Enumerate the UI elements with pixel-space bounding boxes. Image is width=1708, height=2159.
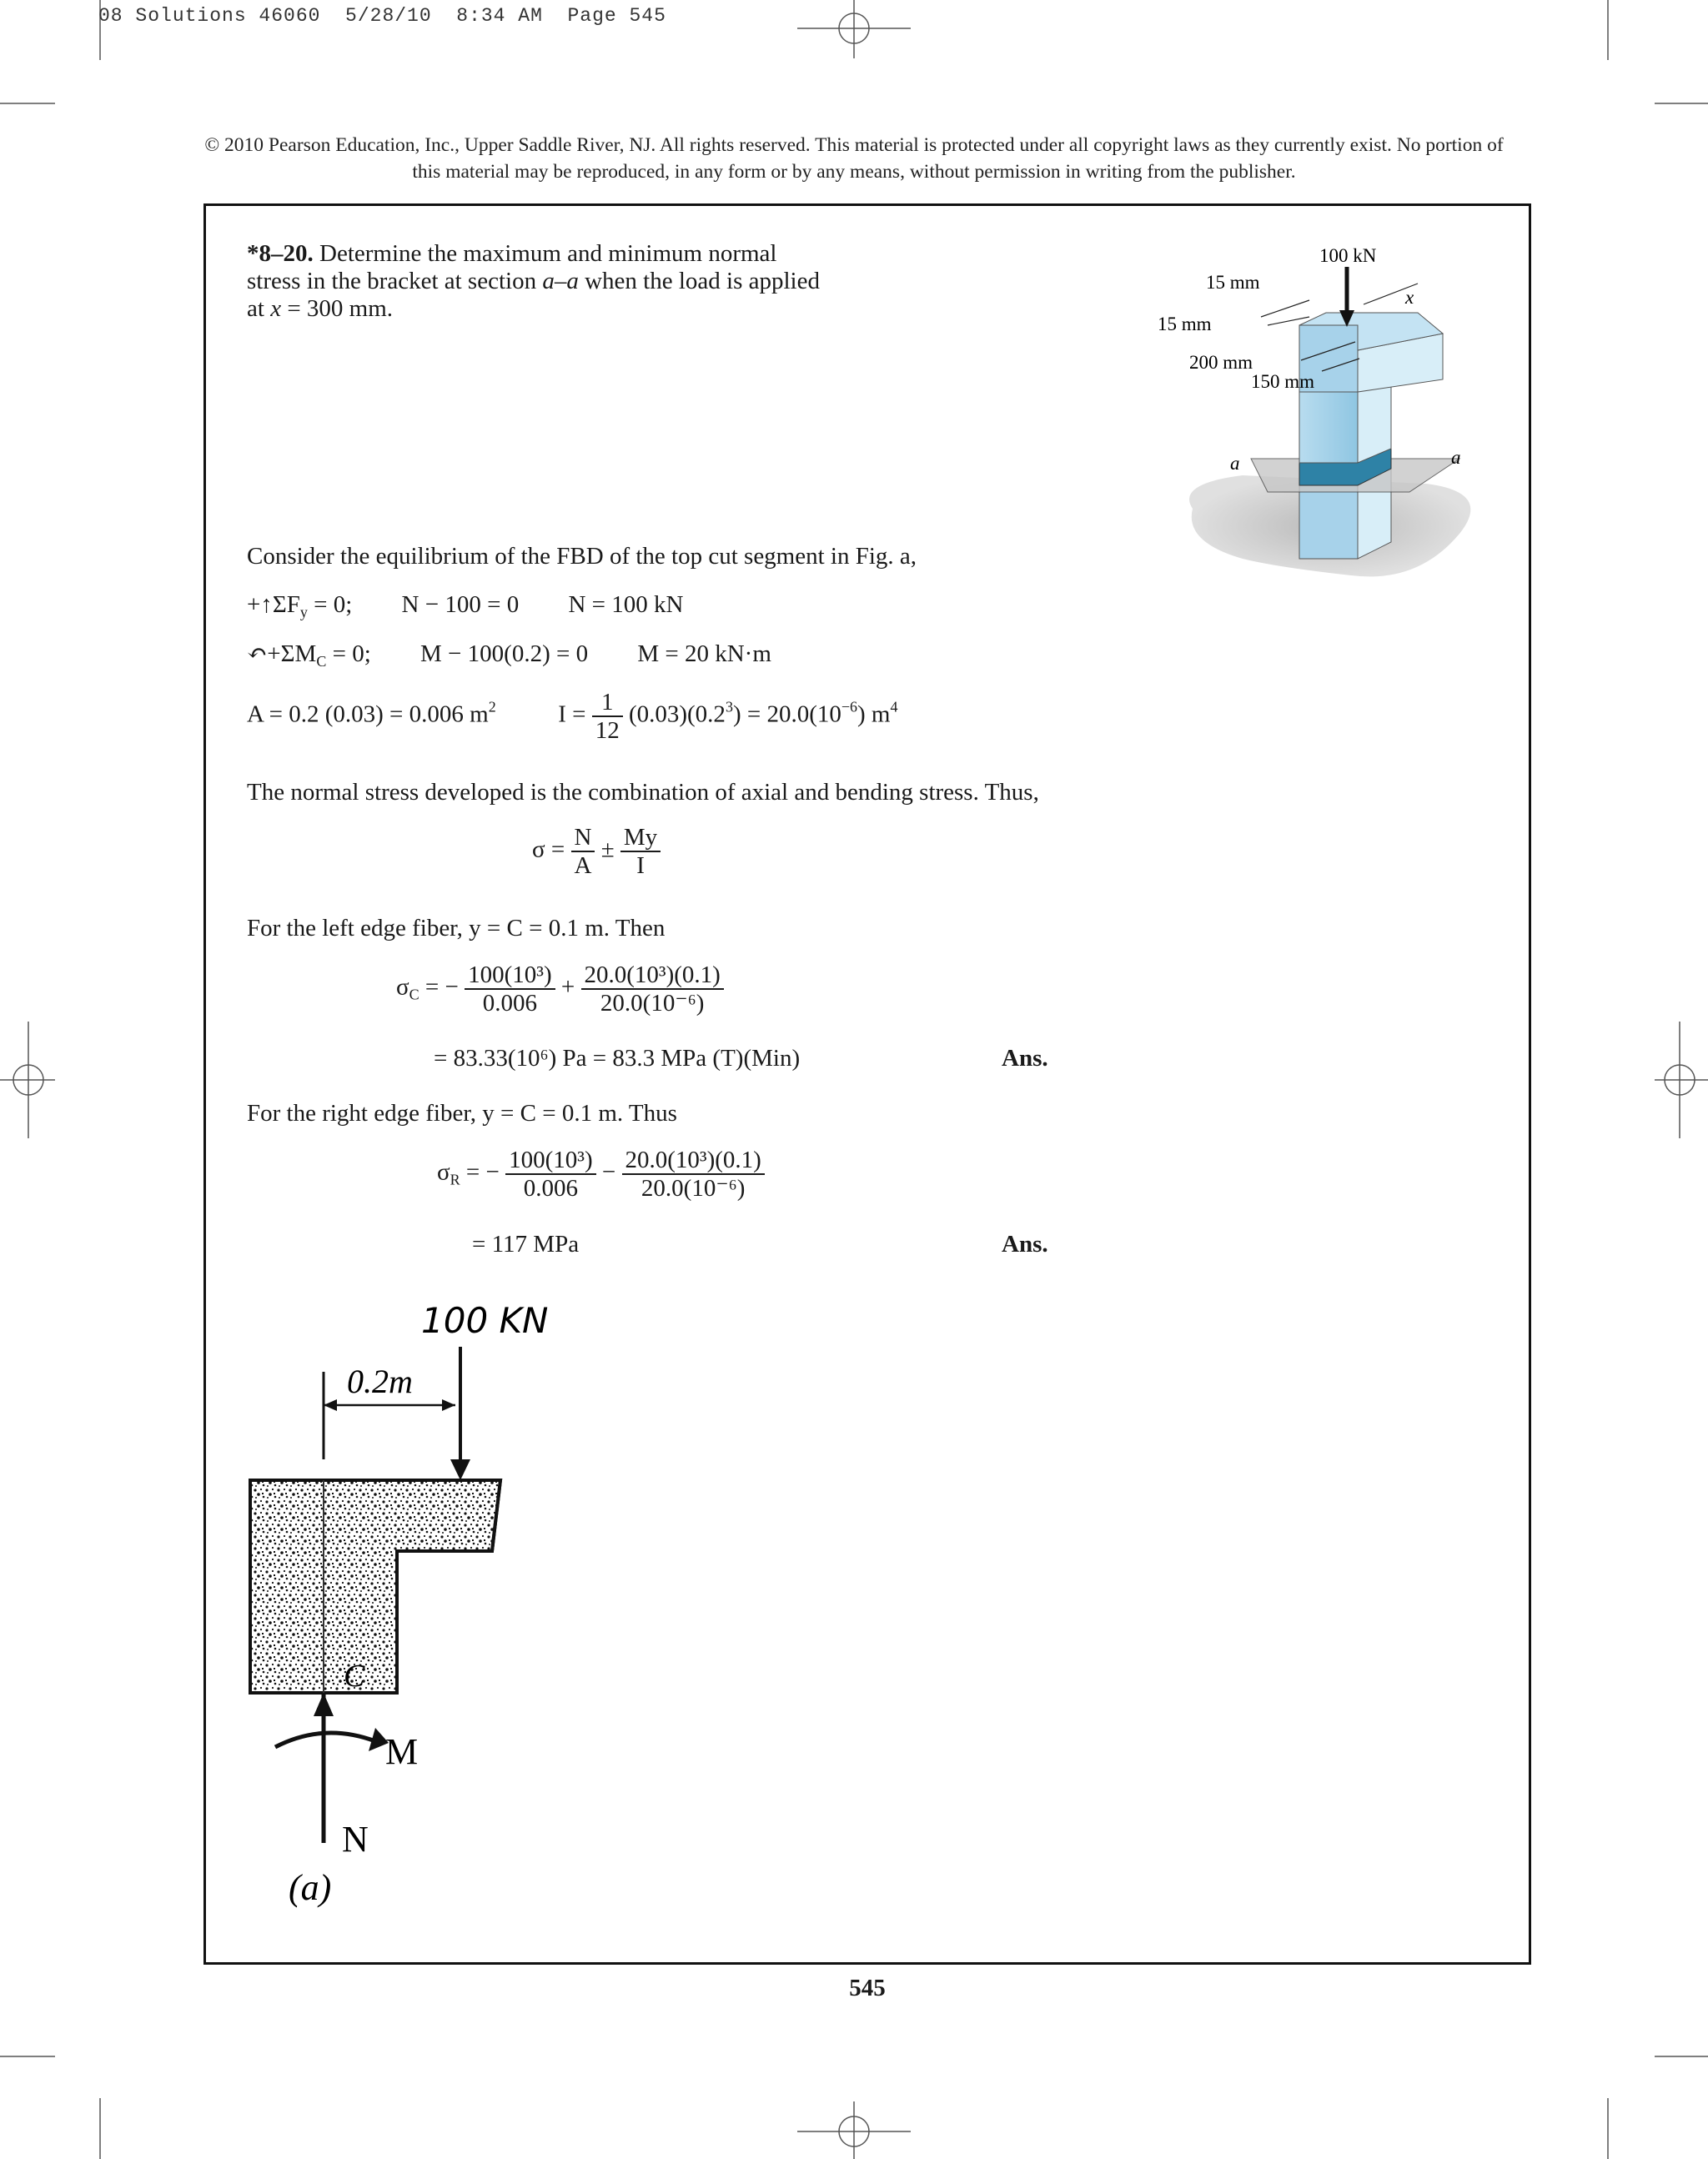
equation-sum-mc: $↶+\Sigma M_C = 0$; M − 100(0.2) = 0 M = 20 kN·m (247, 640, 771, 670)
fbd-c-label: C (344, 1659, 365, 1694)
bracket-figure (1143, 233, 1526, 617)
fbd-figure-label: (a) (289, 1867, 332, 1908)
equation-sum-fy: $+↑\Sigma F_y = 0$; N − 100 = 0 N = 100 kN (247, 591, 684, 620)
problem-text-3: = 300 mm. (281, 295, 394, 322)
fbd-dim-label: 0.2m (347, 1363, 413, 1400)
sigma-r-equation: $\sigma_R$ = − $\frac{\text{100(10³)}}{0.006}$ − $\frac{\text{20.0(10³)(0.1)}}{\text{20.0(10⁻⁶)}}$ (437, 1147, 765, 1202)
problem-text-2: when the load is applied at (247, 268, 820, 322)
page-number: 545 (849, 1975, 886, 2001)
problem-text-1: Determine the maximum and minimum normal stress in the bracket at section (247, 240, 777, 294)
fig-dim-15b: 15 mm (1158, 314, 1212, 334)
sigma-r-result: = 117 MPa (472, 1231, 580, 1258)
fbd-n-label: N (342, 1819, 369, 1860)
left-fiber-text: For the left edge fiber, y = C = 0.1 m. Then (247, 915, 666, 941)
fig-load-label: 100 kN (1319, 245, 1377, 266)
sigma-c-equation: $\sigma_C$ = − $\frac{\text{100(10³)}}{0.006}$ + $\frac{\text{20.0(10³)(0.1)}}{\text{20.0(10⁻⁶)}}$ (396, 962, 724, 1017)
answer-label-1: Ans. (1002, 1045, 1048, 1072)
fbd-m-label: M (385, 1731, 419, 1772)
fbd-load-label: 100 KN (421, 1301, 549, 1341)
combination-text: The normal stress developed is the combination of axial and bending stress. Thus, (247, 779, 1039, 806)
right-fiber-text: For the right edge fiber, y = C = 0.1 m. Thus (247, 1100, 677, 1127)
fig-x-label: x (1405, 287, 1414, 308)
solution-intro: Consider the equilibrium of the FBD of the top cut segment in Fig. a, (247, 543, 917, 570)
fig-section-a-left: a (1230, 453, 1240, 474)
answer-label-2: Ans. (1002, 1231, 1048, 1258)
problem-section: a–a (542, 268, 579, 294)
problem-number: *8–20. (247, 240, 314, 267)
fig-dim-200: 200 mm (1189, 352, 1253, 373)
problem-statement (247, 240, 831, 323)
copyright-notice: © 2010 Pearson Education, Inc., Upper Saddle River, NJ. All rights reserved. This material is protected under all copyright laws as they currently exist. No portion of this material may be reproduced, in any form or by any means, without permission in writing from the publisher. (204, 134, 1504, 183)
fig-section-a-right: a (1451, 447, 1461, 468)
free-body-diagram (242, 1301, 592, 1926)
fig-dim-150: 150 mm (1251, 371, 1315, 392)
problem-x: x (270, 295, 282, 322)
stress-formula: σ = $\frac{N}{A}$ ± $\frac{My}{I}$ (532, 824, 661, 879)
equation-area-inertia: A = 0.2 (0.03) = 0.006 $m^2$ I = $\frac{1}{12}$ $(0.03)(0.2^3) = 20.0(10^{-6})$ $m^4$ (247, 689, 898, 744)
fig-dim-15a: 15 mm (1206, 272, 1260, 293)
sigma-c-result: = 83.33(10⁶) Pa = 83.3 MPa (T)(Min) (434, 1045, 801, 1072)
print-slug: 08 Solutions 46060 5/28/10 8:34 AM Page 545 (98, 5, 666, 27)
